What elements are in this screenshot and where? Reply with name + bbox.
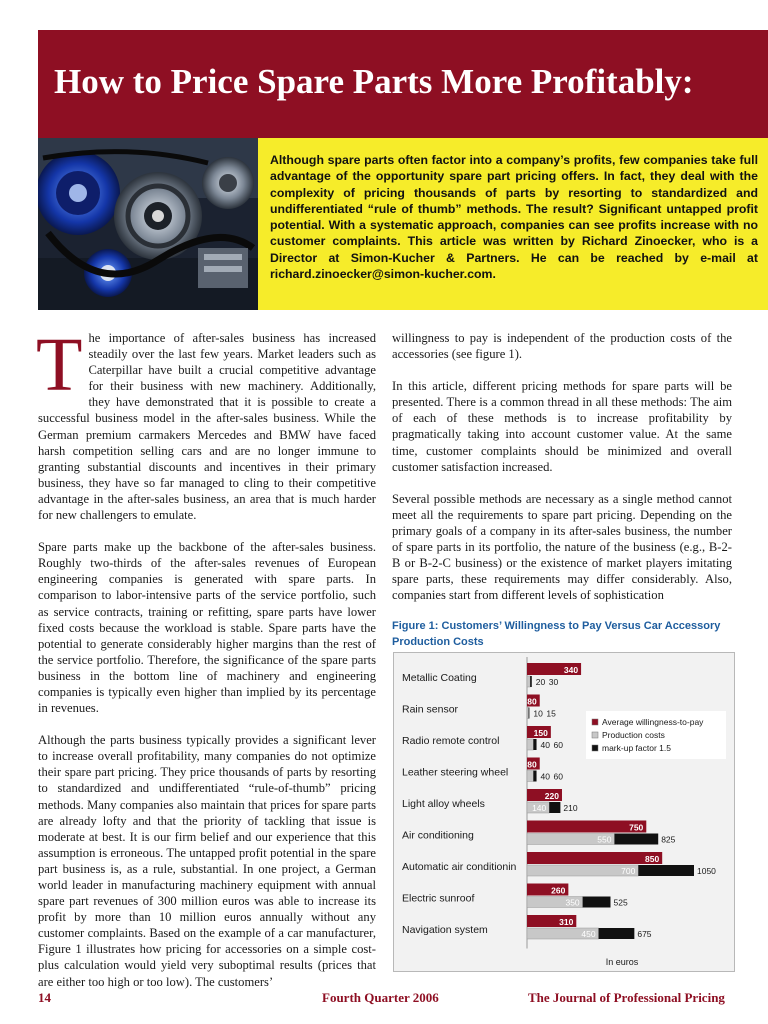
cost-bar	[527, 771, 533, 782]
title-banner	[38, 30, 768, 138]
figure-caption: Figure 1: Customers’ Willingness to Pay Versus Car Accessory Production Costs	[392, 620, 721, 648]
legend-entry: Average willingness-to-pay	[602, 717, 704, 727]
category-label: Leather steering wheel	[402, 766, 509, 779]
paragraph-lever: Although the parts business typically provides a significant lever to increase overall profitability, many companies do not optimize their spare part pricing. They price thousands of parts by resorting to standardized and undifferentiated “rule-of-thumb” pricing methods. Many companies also maintain that prices for spare parts are already lofty and that the priority of tackling that issue is moderate at best. It is our firm belief and our experience that this assumption is erroneous. The untapped profit potential in the spare part business is, as a rule, substantial. In one project, a German world leader in manufacturing machinery equipment with annual spare part revenues of 300 million euros was able to increase its profit by more than 10 million euros annually without any customer complaints. Based on the example of a car manufacturer, Figure 1 illustrates how pricing for accessories on a simple cost-plus calculation would yield very suboptimal results (prices that are either too high or too low). The customers’	[38, 733, 376, 989]
legend-entry: mark-up factor 1.5	[602, 743, 671, 753]
cost-value-label: 550	[597, 834, 612, 845]
legend-entry: Production costs	[602, 730, 665, 740]
cost-value-label: 450	[581, 929, 596, 939]
markup-value-label: 525	[613, 897, 628, 908]
wtp-value-label: 260	[551, 885, 566, 896]
category-label: Navigation system	[402, 924, 488, 936]
x-axis-label: In euros	[605, 957, 639, 967]
page-number: 14	[38, 990, 51, 1005]
cost-value-label: 40	[540, 771, 551, 782]
cost-bar	[527, 676, 530, 687]
paragraph-backbone: Spare parts make up the backbone of the after-sales business. Roughly two-thirds of the after-sales revenues of European engineering companies is generated with spare parts. In comparison to labor-intensive parts of the service portfolio, such as service contracts, training or refitting, spare parts have lower fixed costs because the workload is stable. Spare parts have the potential to generate considerably higher margins than the rest of the service portfolio. Therefore, the significance of the spare parts business in the bottom line of machinery and engineering companies is typically even higher than implied by its percentage in revenues.	[38, 540, 376, 716]
category-label: Rain sensor	[402, 703, 459, 716]
markup-bar	[583, 897, 611, 908]
column-1	[36, 323, 376, 1006]
paragraph-intro-text: he importance of after-sales business has increased steadily over the last few years. Market leaders such as Caterpillar have built a crucial competitive advantage for their business with new machinery. Additionally, they have demonstrated that it is possible to create a successful business model in the after-sales business. While the German premium carmakers Mercedes and BMW have faced harsh competition selling cars and are no longer immune to granting substantial discounts and incentives in their primary business, they have so far managed to cling to their competitive advantage in the after-sales business, an area that is much harder for new challengers to emulate.	[38, 331, 376, 523]
markup-value-label: 210	[563, 803, 578, 813]
cost-value-label: 10	[533, 708, 543, 719]
wtp-value-label: 150	[533, 728, 548, 738]
markup-bar	[530, 676, 532, 687]
markup-value-label: 60	[553, 771, 564, 782]
markup-value-label: 675	[637, 929, 652, 939]
paragraph-requirements: Several possible methods are necessary as a single method cannot meet all the requirements to spare part pricing. Depending on the primary goals of a company in its after-sales business, the number of spare parts in its portfolio, the nature of the business (e.g., B-2-B or B-2-C business) or the existence of market players imitating spare parts, these requirements may differ considerably. Also, companies start from different levels of sophistication	[392, 491, 732, 603]
paragraph-willingness: willingness to pay is independent of the production costs of the accessories (see figure 1).	[392, 331, 732, 362]
category-label: Automatic air conditionin	[402, 861, 517, 873]
markup-bar	[533, 771, 536, 782]
markup-value-label: 30	[548, 677, 559, 687]
issue-date: Fourth Quarter 2006	[322, 990, 439, 1005]
cost-value-label: 40	[540, 740, 551, 750]
drop-cap: T	[36, 323, 83, 407]
markup-bar	[599, 928, 635, 939]
engine-photo	[38, 138, 258, 310]
page-title: How to Price Spare Parts More Profitably:	[54, 62, 694, 101]
paragraph-intro	[36, 323, 376, 523]
category-label: Air conditioning	[402, 829, 474, 842]
markup-value-label: 1050	[697, 866, 716, 876]
bar-chart	[394, 653, 734, 971]
cost-bar	[527, 739, 533, 750]
wtp-value-label: 310	[559, 917, 574, 927]
paragraph-methods: In this article, different pricing methods for spare parts will be presented. There is a common thread in all these methods: The aim of each of these methods is to increase profitability by pragmatically taking into account customer value. At the same time, customer complaints should be minimized and overall customer satisfaction increased.	[392, 379, 732, 474]
legend-swatch	[592, 732, 598, 738]
markup-bar	[549, 802, 560, 813]
legend-swatch	[592, 745, 598, 751]
category-label: Radio remote control	[402, 735, 500, 747]
category-label: Electric sunroof	[402, 892, 475, 905]
markup-bar	[529, 708, 530, 719]
cost-value-label: 700	[621, 866, 636, 876]
markup-value-label: 825	[661, 834, 676, 845]
wtp-value-label: 340	[563, 665, 579, 675]
markup-value-label: 60	[553, 740, 564, 750]
journal-name: The Journal of Professional Pricing	[528, 990, 725, 1005]
category-label: Light alloy wheels	[402, 798, 485, 810]
wtp-value-label: 750	[629, 822, 644, 833]
cost-value-label: 350	[565, 897, 580, 908]
cost-value-label: 20	[535, 677, 546, 687]
wtp-value-label: 80	[527, 759, 537, 770]
wtp-bar	[527, 852, 662, 864]
cost-bar	[527, 708, 529, 719]
cost-value-label: 140	[532, 803, 547, 813]
legend-swatch	[592, 719, 598, 725]
markup-bar	[638, 865, 694, 876]
markup-value-label: 15	[546, 708, 556, 719]
wtp-value-label: 80	[527, 696, 537, 707]
engine-illustration	[38, 138, 258, 310]
markup-bar	[533, 739, 536, 750]
figure-1-chart	[393, 652, 735, 972]
wtp-value-label: 850	[645, 854, 660, 864]
column-2	[392, 330, 732, 619]
wtp-value-label: 220	[544, 791, 559, 801]
abstract-text: Although spare parts often factor into a company’s profits, few companies take full advantage of the opportunity spare part pricing offers. In fact, they deal with the complexity of pricing thousands of parts by resorting to standardized and undifferentiated “rule of thumb” methods. The result? Significant untapped profit potential. With a systematic approach, companies can see profits increase with no customer complaints. This article was written by Richard Zinoecker, who is a Director at Simon-Kucher & Partners. He can be reached by e-mail at richard.zinoecker@simon-kucher.com.	[270, 153, 758, 282]
category-label: Metallic Coating	[402, 672, 477, 684]
abstract-box	[258, 138, 768, 310]
markup-bar	[614, 834, 658, 845]
